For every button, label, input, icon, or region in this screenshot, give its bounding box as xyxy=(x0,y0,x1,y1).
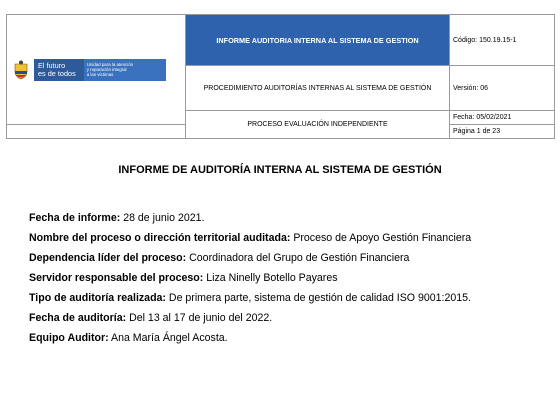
field-label: Nombre del proceso o dirección territorial auditada: xyxy=(29,232,291,244)
report-fields xyxy=(29,212,532,352)
field-label: Tipo de auditoría realizada: xyxy=(29,292,166,304)
field-audit-date xyxy=(29,312,532,325)
version-cell: Versión: 06 xyxy=(450,66,555,111)
field-label: Fecha de informe: xyxy=(29,212,121,224)
field-report-date xyxy=(29,212,532,225)
logo-cell-bottom xyxy=(7,125,186,139)
field-value: 28 de junio 2021. xyxy=(120,212,205,224)
procedure-cell: PROCEDIMIENTO AUDITORÍAS INTERNAS AL SISTEMA DE GESTIÓN xyxy=(186,66,450,111)
page-cell: Página 1 de 23 xyxy=(450,125,555,139)
field-lead-unit xyxy=(29,252,532,265)
field-value: Del 13 al 17 de junio del 2022. xyxy=(126,312,273,324)
field-label: Fecha de auditoría: xyxy=(29,312,127,324)
field-label: Equipo Auditor: xyxy=(29,332,109,344)
field-value: Liza Ninelly Botello Payares xyxy=(203,272,338,284)
document-title: INFORME DE AUDITORÍA INTERNA AL SISTEMA DE GESTIÓN xyxy=(118,164,442,176)
document-header-table xyxy=(6,14,555,139)
field-audit-type xyxy=(29,292,532,305)
field-label: Dependencia líder del proceso: xyxy=(29,252,187,264)
code-cell: Código: 150.19.15-1 xyxy=(450,15,555,66)
field-value: Proceso de Apoyo Gestión Financiera xyxy=(290,232,472,244)
field-process-name xyxy=(29,232,532,245)
logo-slogan-line2: es de todos xyxy=(38,68,76,78)
process-cell: PROCESO EVALUACIÓN INDEPENDIENTE xyxy=(186,111,450,139)
institution-logo xyxy=(7,59,185,81)
coat-of-arms-icon xyxy=(13,60,29,80)
field-value: Coordinadora del Grupo de Gestión Financiera xyxy=(186,252,410,264)
logo-tag-line2: y reparación integral xyxy=(86,67,127,72)
field-audit-team xyxy=(29,332,532,345)
date-cell: Fecha: 05/02/2021 xyxy=(450,111,555,125)
logo-tag-line3: a las víctimas xyxy=(86,72,114,77)
field-value: De primera parte, sistema de gestión de calidad ISO 9001:2015. xyxy=(165,292,472,304)
field-value: Ana María Ángel Acosta. xyxy=(108,332,228,344)
logo-tag-line1: Unidad para la atención xyxy=(86,62,134,67)
logo-slogan-line1: El futuro xyxy=(38,60,66,70)
report-title-cell: INFORME AUDITORIA INTERNA AL SISTEMA DE GESTION xyxy=(186,15,450,66)
field-responsible xyxy=(29,272,532,285)
logo-cell xyxy=(7,15,186,125)
field-label: Servidor responsable del proceso: xyxy=(29,272,204,284)
